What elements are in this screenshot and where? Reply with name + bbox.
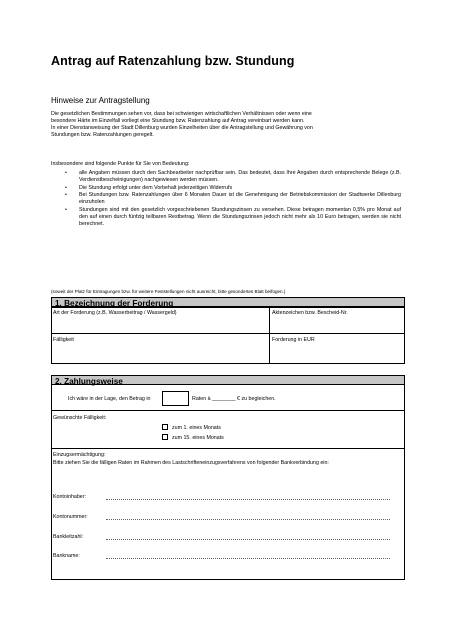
art-label: Art der Forderung (z.B. Wasserbeitrag / Wassergeld) <box>53 310 177 316</box>
list-item <box>51 185 401 192</box>
bankname-input[interactable] <box>106 558 390 559</box>
points-list <box>51 170 401 228</box>
bankleitzahl-label: Bankleitzahl: <box>53 534 84 540</box>
option2-checkbox[interactable] <box>162 434 168 440</box>
section1-header <box>51 297 405 307</box>
intro-text <box>51 111 401 139</box>
section2-title: 2. Zahlungsweise <box>55 376 123 386</box>
faelligkeit-field[interactable] <box>51 334 270 364</box>
point-text: Bei Stundungen bzw. Ratenzahlungen über 6 Monaten Dauer ist die Genehmigung der Betriebskommission der Stadtwerke Dillenburg einzuholen <box>79 192 401 205</box>
kontoinhaber-input[interactable] <box>106 499 390 500</box>
list-item <box>51 207 401 228</box>
intro-line: besondere Härte im Einzelfall vorliegt eine Stundung bzw. Ratenzahlung auf Antrag vereinbart werden kann. <box>51 118 305 124</box>
kontonummer-label: Kontonummer: <box>53 514 88 520</box>
raten-sentence-end: Raten à ________ € zu begleichen. <box>192 396 276 402</box>
list-item <box>51 192 401 206</box>
intro-line: Die gesetzlichen Bestimmungen sehen vor, dass bei schwierigen wirtschaftlichen Verhältnissen oder wenn eine <box>51 111 312 117</box>
bullet-icon: • <box>65 184 67 191</box>
aktenzeichen-label: Aktenzeichen bzw. Bescheid-Nr. <box>272 310 348 316</box>
option2-label: zum 15. eines Monats <box>172 434 224 441</box>
point-text: alle Angaben müssen durch den Sachbearbeiter nachprüfbar sein. Das bedeutet, dass Ihre Angaben durch entsprechende Belege (z.B. Verdienstbescheinigungen) nachgewiesen werden müssen. <box>79 170 401 183</box>
list-item <box>51 170 401 184</box>
kontonummer-input[interactable] <box>106 519 390 520</box>
option1-label: zum 1. eines Monats <box>172 424 221 431</box>
section1-title: 1. Bezeichnung der Forderung <box>55 298 174 308</box>
page-title: Antrag auf Ratenzahlung bzw. Stundung <box>51 54 295 68</box>
point-text: Stundungen sind mit den gesetzlich vorgeschriebenen Stundungszinsen zu versehen. Diese betragen momentan 0,5% pro Monat auf den auf einen durch fünfzig teilbaren Restbetrag. Wenn die Stundungszinsen jedoch nicht mehr als 10 Euro betragen, werden sie nicht berechnet. <box>79 206 401 227</box>
points-heading: Insbesondere sind folgende Punkte für Sie von Bedeutung: <box>51 161 190 167</box>
raten-sentence-start: Ich wäre in der Lage, den Betrag in <box>68 396 151 402</box>
bullet-icon: • <box>65 192 67 198</box>
section2-header <box>51 375 405 385</box>
intro-line: In einer Dienstanweisung der Stadt Dillenburg wurden Einzelheiten über die Antragstellung und Gewährung von <box>51 125 313 131</box>
space-note: (soweit der Platz für Eintragungen bzw. für weitere Feststellungen nicht ausreicht, bitte gesondertes Blatt beifügen.) <box>51 289 286 294</box>
bullet-icon: • <box>65 206 67 213</box>
gewuenschte-faelligkeit-label: Gewünschte Fälligkeit: <box>53 415 107 421</box>
bullet-icon: • <box>65 170 67 176</box>
kontoinhaber-label: Kontoinhaber: <box>53 494 86 500</box>
faelligkeit-label: Fälligkeit <box>53 337 74 343</box>
hinweise-heading: Hinweise zur Antragstellung <box>51 96 150 105</box>
einzug-text: Bitte ziehen Sie die fälligen Raten im Rahmen des Lastschrifteneinzugsverfahrens von folgender Bankverbindung ein: <box>53 460 329 466</box>
bankname-label: Bankname: <box>53 553 80 559</box>
intro-line: Stundungen bzw. Ratenzahlungen geregelt. <box>51 132 154 138</box>
option1-checkbox[interactable] <box>162 424 168 430</box>
forderung-label: Forderung in EUR <box>272 337 315 343</box>
point-text: Die Stundung erfolgt unter dem Vorbehalt jederzeitigen Widerrufs <box>79 184 233 191</box>
einzug-box <box>51 449 405 580</box>
einzug-label: Einzugsermächtigung: <box>53 452 106 458</box>
raten-count-input[interactable] <box>162 391 189 406</box>
bankleitzahl-input[interactable] <box>106 539 390 540</box>
